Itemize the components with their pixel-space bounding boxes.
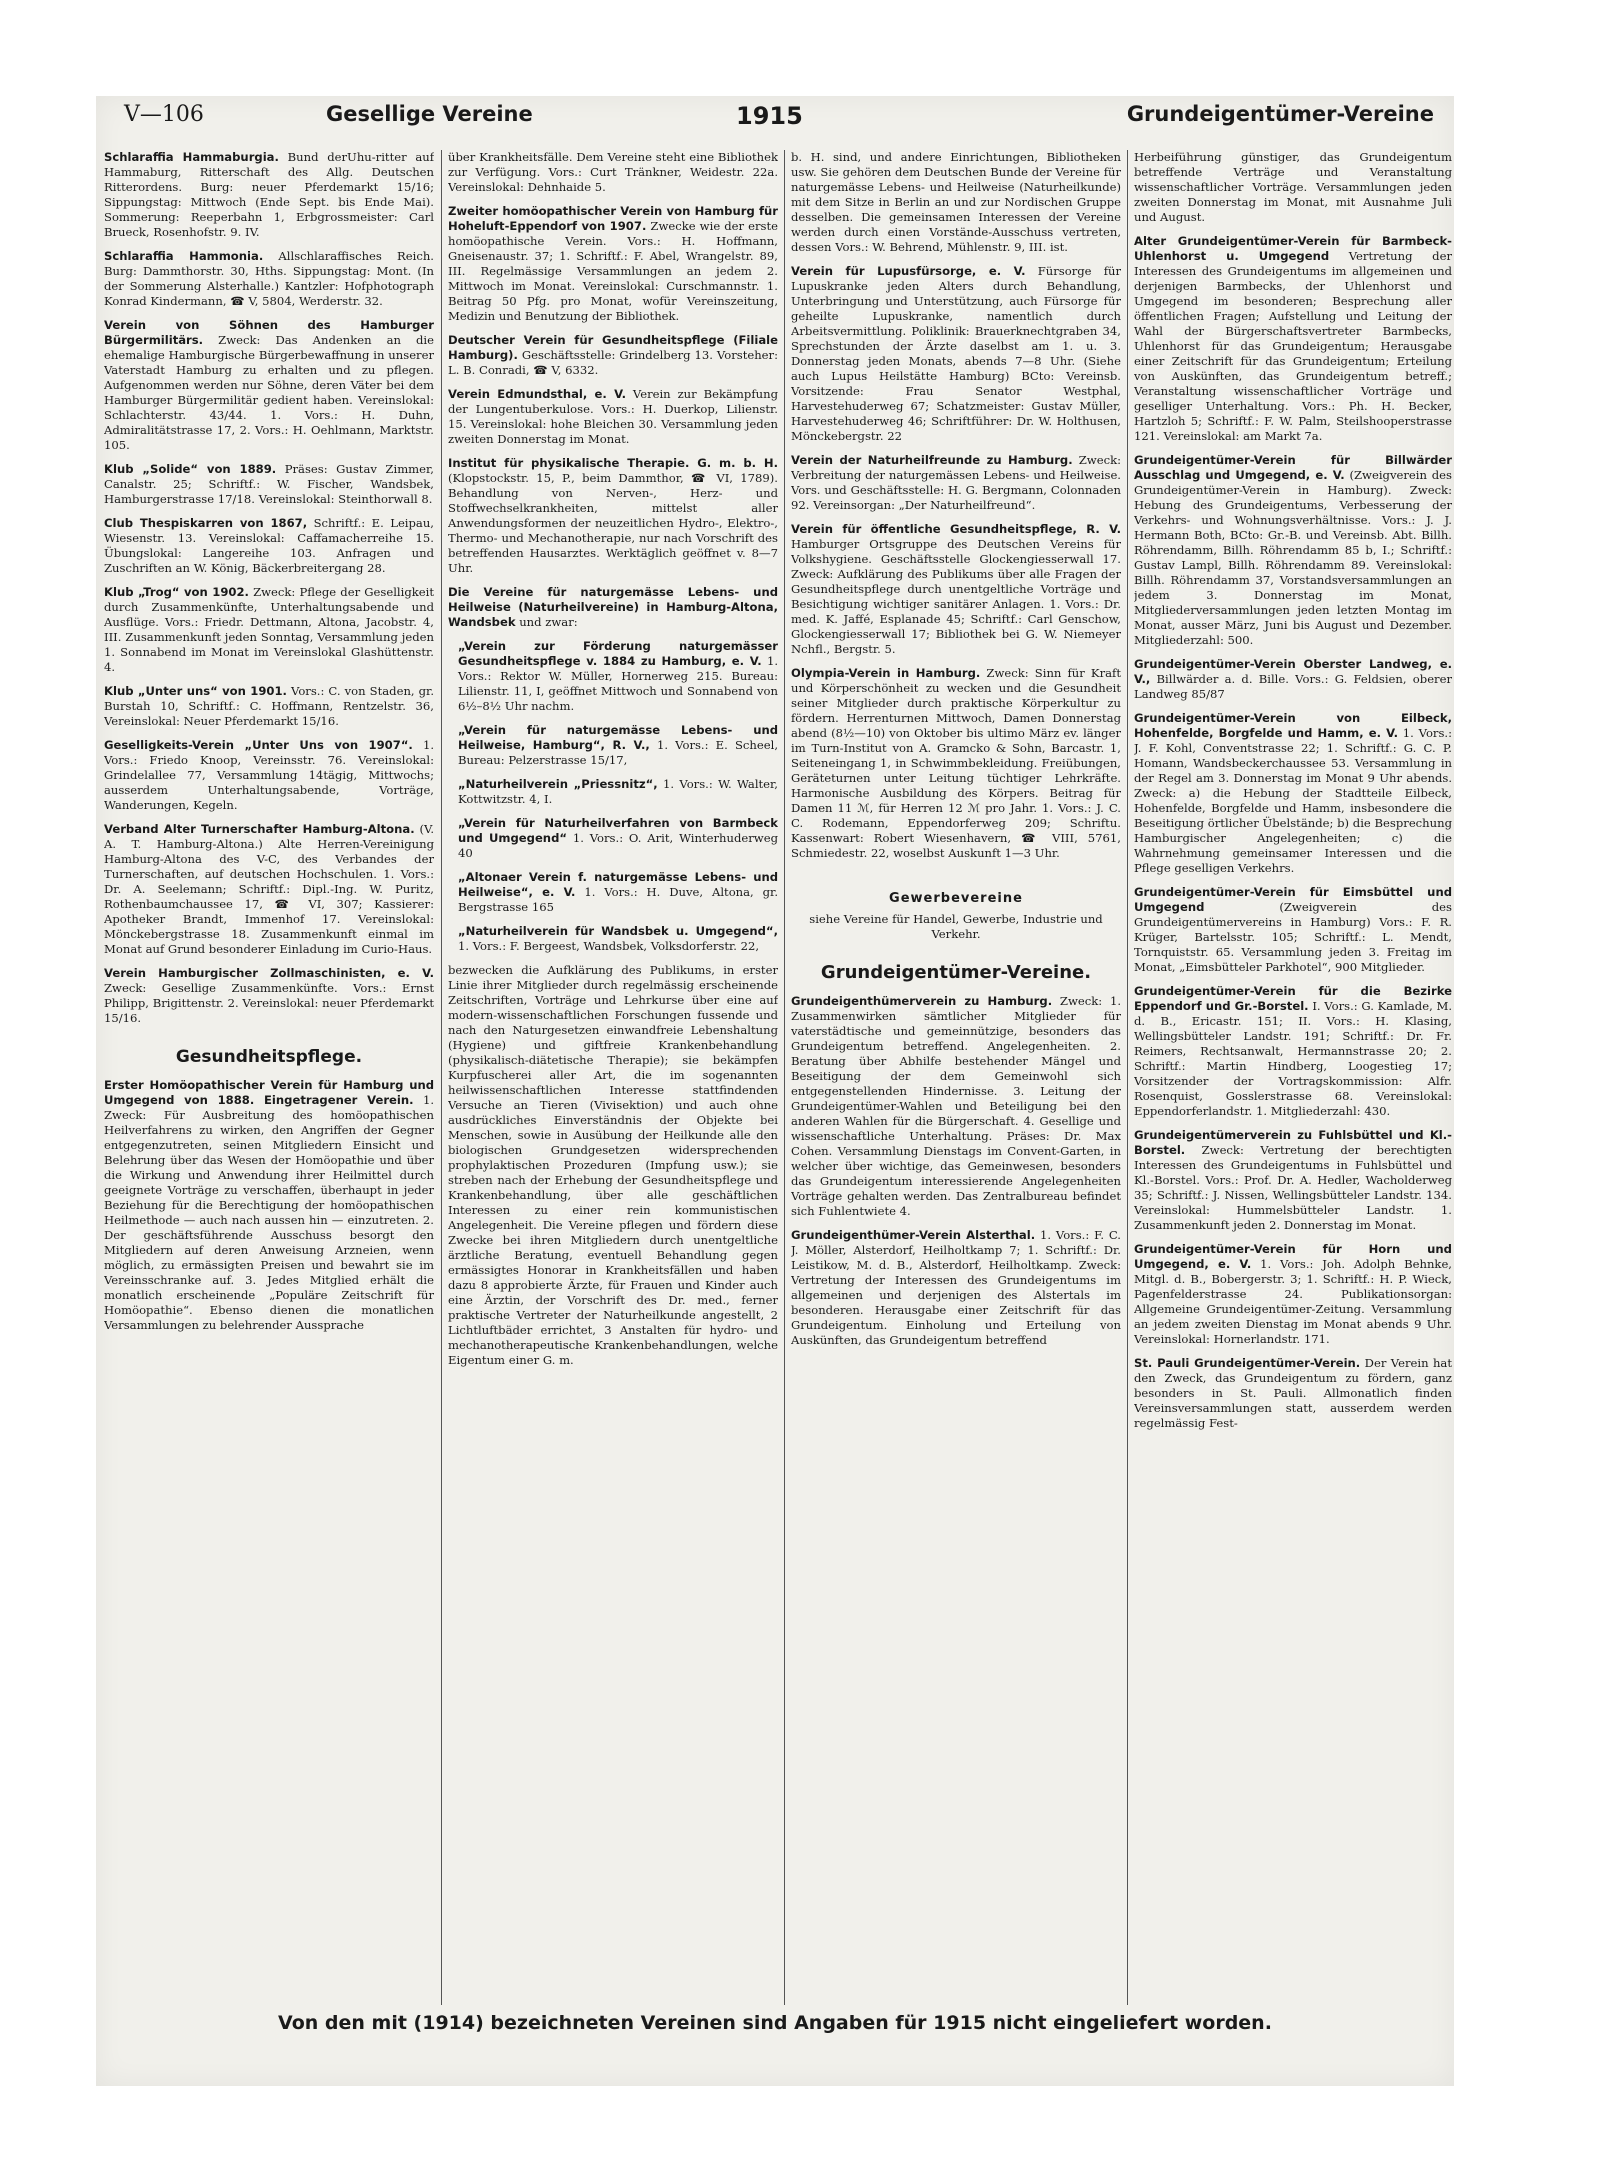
association-entry xyxy=(448,333,778,378)
association-entry xyxy=(791,522,1121,657)
entry-title: Die Vereine für naturgemässe Lebens- und Heilweise (Naturheilvereine) in Hamburg-Altona, Wandsbek xyxy=(448,585,778,629)
entry-title: „Verein für Naturheilverfahren von Barmbeck und Umgegend“ xyxy=(458,816,778,845)
association-entry xyxy=(448,585,778,630)
association-entry xyxy=(1134,711,1452,876)
association-entry xyxy=(791,994,1121,1219)
entry-title: Verband Alter Turnerschafter Hamburg-Altona. xyxy=(104,822,415,836)
section-heading: Gesundheitspflege. xyxy=(175,1047,363,1067)
section-title-right: Grundeigentümer-Vereine xyxy=(1126,102,1434,126)
entry-text: Verein zur Bekämpfung der Lungentuberkulose. Vors.: H. Duerkop, Lilienstr. 15. Vereinslokal: hohe Bleichen 30. Versammlung jeden zweiten Donnerstag im Monat. xyxy=(448,387,778,446)
association-entry xyxy=(1134,453,1452,648)
association-entry xyxy=(1134,234,1452,444)
association-entry xyxy=(1134,1128,1452,1233)
association-entry xyxy=(104,684,434,729)
entry-title: Grundeigentümer-Verein für Eimsbüttel und Umgegend xyxy=(1134,885,1452,914)
association-entry xyxy=(104,249,434,309)
entry-title: „Naturheilverein für Wandsbek u. Umgegend“, xyxy=(458,924,778,938)
entry-text: (Zweigverein des Grundeigentümervereins in Hamburg) Vors.: F. R. Krüger, Bartelsstr. 105; Schriftf.: L. Mendt, Tornquiststr. 65. Versammlung jeden 3. Freitag im Monat, „Eimsbütteler Parkhotel“, 900 Mitglieder. xyxy=(1134,900,1452,974)
entry-title: Olympia-Verein in Hamburg. xyxy=(791,666,981,680)
entry-text: 1. Vors.: O. Arit, Winterhuderweg 40 xyxy=(458,831,778,860)
entry-text: 1. Vors.: Rektor W. Müller, Hornerweg 215. Bureau: Lilienstr. 11, I, geöffnet Mittwoch und Sonnabend von 6½–8½ Uhr nachm. xyxy=(458,654,778,713)
entry-title: Verein von Söhnen des Hamburger Bürgermilitärs. xyxy=(104,318,434,347)
entry-text: Zweck: Das Andenken an die ehemalige Hamburgische Bürgerbewaffnung in unserer Vaterstadt Hamburg zu erhalten und zu pflegen. Aufgenommen werden nur Söhne, deren Väter bei dem Hamburger Bürgermilitär gedient haben. Vereinslokal: Schlachterstr. 43/44. 1. Vors.: H. Duhn, Admiralitätstrasse 17, 2. Vors.: H. Oehlmann, Marktstr. 105. xyxy=(104,333,434,452)
continued-text: Herbeiführung günstiger, das Grundeigentum betreffende Verträge und Veranstaltung wissenschaftlicher Vorträge. Versammlungen jeden zweiten Donnerstag im Monat, mit Ausnahme Juli und August. xyxy=(1134,150,1452,224)
column-3 xyxy=(791,150,1121,2005)
entry-title: Verein der Naturheilfreunde zu Hamburg. xyxy=(791,453,1073,467)
entry-text: Der Verein hat den Zweck, das Grundeigentum zu fördern, ganz besonders in St. Pauli. Allmonatlich finden Vereinsversammlungen statt, ausserdem werden regelmässig Fest- xyxy=(1134,1356,1452,1430)
entry-text: Hamburger Ortsgruppe des Deutschen Vereins für Volkshygiene. Geschäftsstelle Glockengiesserwall 17. Zweck: Aufklärung des Publikums über alle Fragen der Gesundheitspflege durch unentgeltliche Vorträge und Besichtigung wichtiger sanitärer Anlagen. 1. Vors.: Dr. med. K. Jaffé, Esplanade 45; Schriftf.: Carl Genschow, Glockengiesserwall 17; Bibliothek bei G. W. Niemeyer Nchfl., Bergstr. 5. xyxy=(791,537,1121,656)
association-entry xyxy=(791,1228,1121,1348)
association-entry xyxy=(104,1078,434,1333)
association-entry xyxy=(104,516,434,576)
sub-entry xyxy=(448,816,778,861)
entry-title: Klub „Trog“ von 1902. xyxy=(104,585,249,599)
directory-page xyxy=(96,96,1454,2086)
association-entry xyxy=(1134,885,1452,975)
entry-title: Grundeigentümer-Verein für Horn und Umgegend, e. V. xyxy=(1134,1242,1452,1271)
entry-text: (V. A. T. Hamburg-Altona.) Alte Herren-Vereinigung Hamburg-Altona des V-C, des Verbandes der Turnerschaften, auf deutschen Hochschulen. 1. Vors.: Dr. A. Seelemann; Schriftf.: Dipl.-Ing. W. Puritz, Rothenbaumchaussee 17, ☎ VI, 307; Kassierer: Apotheker Brandt, Immenhof 17. Vereinslokal: Mönckebergstrasse 18. Zusammenkunft einmal im Monat auf Grund besonderer Einladung im Curio-Haus. xyxy=(104,822,434,956)
association-entry xyxy=(104,462,434,507)
association-entry xyxy=(448,204,778,324)
year-label: 1915 xyxy=(736,102,803,130)
entry-title: „Verein zur Förderung naturgemässer Gesundheitspflege v. 1884 zu Hamburg, e. V. xyxy=(458,639,778,668)
entry-text: Zweck: Gesellige Zusammenkünfte. Vors.: Ernst Philipp, Brigittenstr. 2. Vereinslokal: neuer Pferdemarkt 15/16. xyxy=(104,981,434,1025)
entry-title: Grundeigentümer-Verein Oberster Landweg, e. V., xyxy=(1134,657,1452,686)
entry-text: I. Vors.: G. Kamlade, M. d. B., Ericastr. 151; II. Vors.: H. Klasing, Wellingsbütteler Landstr. 191; Schriftf.: Dr. Fr. Reimers, Rechtsanwalt, Hermannstrasse 20; 2. Schriftf.: Martin Hindberg, Loogestieg 17; Vorsitzender der Vortragskommission: Alfr. Rosenquist, Gosslerstrasse 68. Vereinslokal: Eppendorferlandstr. 1. Mitgliederzahl: 430. xyxy=(1134,999,1452,1118)
section-heading: Grundeigentümer-Vereine. xyxy=(820,962,1092,983)
association-entry xyxy=(448,387,778,447)
entry-title: Verein für Lupusfürsorge, e. V. xyxy=(791,264,1026,278)
entry-text: Präses: Gustav Zimmer, Canalstr. 25; Schriftf.: W. Fischer, Wandsbek, Hamburgerstrasse 17/18. Vereinslokal: Steinthorwall 8. xyxy=(104,462,434,506)
section-title-left: Gesellige Vereine xyxy=(326,102,533,126)
continued-text: über Krankheitsfälle. Dem Vereine steht eine Bibliothek zur Verfügung. Vors.: Curt Tränkner, Weidestr. 22a. Vereinslokal: Dehnhaide 5. xyxy=(448,150,778,194)
entry-text: Allschlaraffisches Reich. Burg: Dammthorstr. 30, Hths. Sippungstag: Mont. (In der Sommerung Alsterhalle.) Kantzler: Hofphotograph Konrad Kindermann, ☎ V, 5804, Werderstr. 32. xyxy=(104,249,434,308)
entry-title: Verein Edmundsthal, e. V. xyxy=(448,387,626,401)
entry-title: Zweiter homöopathischer Verein von Hamburg für Hoheluft-Eppendorf von 1907. xyxy=(448,204,778,233)
entry-title: Grundeigenthümer-Verein Alsterthal. xyxy=(791,1228,1036,1242)
association-entry xyxy=(104,318,434,453)
sub-entry xyxy=(448,723,778,768)
entry-title: Grundeigenthümerverein zu Hamburg. xyxy=(791,994,1053,1008)
sub-entry xyxy=(448,924,778,954)
entry-title: Grundeigentümer-Verein von Eilbeck, Hohenfelde, Borgfelde und Hamm, e. V. xyxy=(1134,711,1452,740)
association-entry xyxy=(791,264,1121,444)
entry-text: Vertretung der Interessen des Grundeigentums im allgemeinen und derjenigen Barmbecks, der Uhlenhorst und Umgegend im besonderen; Besprechung aller öffentlichen Fragen; Aufstellung und Leitung der Wahl der Bürgerschaftsvertreter Barmbecks, Uhlenhorst für das Grundeigentum; Herausgabe einer Zeitschrift für das Grundeigentum; Erteilung von Auskünften, das Grundeigentum betreff.; Veranstaltung wissenschaftlicher Vorträge und geselliger Unterhaltung. Vors.: Ph. H. Becker, Hartzloh 5; Schriftf.: F. W. Palm, Steilshooperstrasse 121. Vereinslokal: am Markt 7a. xyxy=(1134,249,1452,443)
entry-text: Billwärder a. d. Bille. Vors.: G. Feldsien, oberer Landweg 85/87 xyxy=(1134,672,1452,701)
entry-text: 1. Vors.: F. C. J. Möller, Alsterdorf, Heilholtkamp 7; 1. Schriftf.: Dr. Leistikow, M. d. B., Alsterdorf, Heilholtkamp. Zweck: Vertretung der Interessen des Grundeigentums im allgemeinen und derjenigen des Alstertals im besonderen. Herausgabe einer Zeitschrift für das Grundeigentum. Einholung und Erteilung von Auskünften, das Grundeigentum betreffend xyxy=(791,1228,1121,1347)
entry-text: und zwar: xyxy=(519,615,578,629)
entry-title: Geselligkeits-Verein „Unter Uns von 1907“. xyxy=(104,738,413,752)
entry-text: Bund derUhu-ritter auf Hammaburg, Ritterschaft des Allg. Deutschen Ritterordens. Burg: neuer Pferdemarkt 15/16; Sippungstag: Mittwoch (Ende Sept. bis Ende Mai). Sommerung: Reeperbahn 1, Erbgrossmeister: Carl Brueck, Rosenhofstr. 9. IV. xyxy=(104,150,434,239)
association-entry xyxy=(791,453,1121,513)
entry-text: 1. Zweck: Für Ausbreitung des homöopathischen Heilverfahrens zu wirken, den Angriffen der Gegner entgegenzutreten, seinen Mitgliedern Einsicht und Belehrung über das Wesen der Homöopathie und über die Wirkung und Anwendung ihrer Heilmittel durch geeignete Vorträge zu verschaffen, überhaupt in jeder Beziehung für die Berechtigung der homöopathischen Heilmethode — auch nach aussen hin — einzutreten. 2. Der geschäftsführende Ausschuss besorgt den Mitgliedern auf deren Anweisung Arzneien, wenn möglich, zu ermässigten Preisen und bewahrt sie im Vereinsschranke auf. 3. Jedes Mitglied erhält die monatlich erscheinende „Populäre Zeitschrift für Homöopathie“. Ebenso dienen die monatlichen Versammlungen zu belehrender Aussprache xyxy=(104,1093,434,1332)
entry-title: Institut für physikalische Therapie. G. m. b. H. xyxy=(448,456,778,470)
entry-title: Verein Hamburgischer Zollmaschinisten, e. V. xyxy=(104,966,434,980)
entry-title: Grundeigentümerverein zu Fuhlsbüttel und Kl.-Borstel. xyxy=(1134,1128,1452,1157)
entry-text: Zweck: Vertretung der berechtigten Interessen des Grundeigentums in Fuhlsbüttel und Kl.-Borstel. Vors.: Prof. Dr. A. Hedler, Wacholderweg 35; Schriftf.: J. Nissen, Wellingsbütteler Landstr. 134. Vereinslokal: Hummelsbütteler Landstr. 1. Zusammenkunft jeden 2. Donnerstag im Monat. xyxy=(1134,1143,1452,1232)
page-header xyxy=(96,96,1454,144)
association-entry xyxy=(1134,1242,1452,1347)
association-entry xyxy=(1134,657,1452,702)
continued-text: bezwecken die Aufklärung des Publikums, in erster Linie ihrer Mitglieder durch regelmässig erscheinende Zeitschriften, Vorträge und Lehrkurse über eine auf modern-wissenschaftlichen Forschungen fussende und nach den Naturgesetzen einwandfreie Lebenshaltung (Hygiene) und giftfreie Krankenbehandlung (physikalisch-diätetische Therapie); sie bekämpfen Kurpfuscherei aller Art, die im sogenannten heilwissenschaftlichen Interesse stattfindenden Versuche an Tieren (Vivisektion) und auch ohne ausdrückliches Einverständnis der Objekte bei Menschen, sowie in Ausübung der Heilkunde alle den biologischen Grundgesetzen widersprechenden prophylaktischen Prozeduren (Impfung usw.); sie streben nach der Erhebung der Gesundheitspflege und Krankenbehandlung, über alle geschäftlichen Interessen zu einer rein kommunistischen Angelegenheit. Die Vereine pflegen und fördern diese Zwecke bei ihren Mitgliedern durch unentgeltliche ärztliche Beratung, eventuell Behandlung gegen ermässigtes Honorar in Krankheitsfällen und haben dazu 8 approbierte Ärzte, für Frauen und Kinder auch eine Ärztin, der Vorschrift des Dr. med., ferner praktische Vertreter der Naturheilkunde angestellt, 2 Lichtluftbäder errichtet, 3 Anstalten für hydro- und mechanotherapeutische Krankenbehandlungen, welche Eigentum einer G. m. xyxy=(448,963,778,1367)
entry-text: Vors.: C. von Staden, gr. Burstah 10, Schriftf.: C. Hoffmann, Rentzelstr. 36, Vereinslokal: Neuer Pferdemarkt 15/16. xyxy=(104,684,434,728)
entry-title: Erster Homöopathischer Verein für Hamburg und Umgegend von 1888. Eingetragener Verein. xyxy=(104,1078,434,1107)
page-footer-note: Von den mit (1914) bezeichneten Vereinen sind Angaben für 1915 nicht eingeliefert worden. xyxy=(278,2012,1272,2034)
column-divider xyxy=(784,150,785,2005)
entry-text: Fürsorge für Lupuskranke jeden Alters durch Behandlung, Unterbringung und Unterstützung, auch Fürsorge für geheilte Lupuskranke, namentlich durch Arbeitsvermittlung. Poliklinik: Brauerknechtgraben 34, Sprechstunden der Ärzte daselbst am 1. u. 3. Donnerstag jeden Monats, abends 7—8 Uhr. (Siehe auch Lupus Heilstätte Hamburg) BCto: Vereinsb. Vorsitzende: Frau Senator Westphal, Harvestehuderweg 67; Schatzmeister: Gustav Müller, Harvestehuderweg 46; Schriftführer: Dr. W. Holthusen, Mönckebergstr. 22 xyxy=(791,264,1121,443)
entry-title: Alter Grundeigentümer-Verein für Barmbeck-Uhlenhorst u. Umgegend xyxy=(1134,234,1452,263)
entry-title: Klub „Unter uns“ von 1901. xyxy=(104,684,287,698)
association-entry xyxy=(104,822,434,957)
entry-title: Klub „Solide“ von 1889. xyxy=(104,462,277,476)
entry-text: Schriftf.: E. Leipau, Wiesenstr. 13. Vereinslokal: Caffamacherreihe 15. Übungslokal: Langereihe 103. Anfragen und Zuschriften an W. König, Bäckerbreitergang 28. xyxy=(104,516,434,575)
cross-reference: siehe Vereine für Handel, Gewerbe, Industrie und Verkehr. xyxy=(809,912,1103,941)
sub-entry xyxy=(448,870,778,915)
column-divider xyxy=(441,150,442,2005)
entry-title: Deutscher Verein für Gesundheitspflege (Filiale Hamburg). xyxy=(448,333,778,362)
entry-title: „Altonaer Verein f. naturgemässe Lebens- und Heilweise“, e. V. xyxy=(458,870,778,899)
entry-text: 1. Vors.: Friedo Knoop, Vereinsstr. 76. Vereinslokal: Grindelallee 77, Versammlung 14tägig, Mittwochs; ausserdem Unterhaltungsabende, Vorträge, Wanderungen, Kegeln. xyxy=(104,738,434,812)
entry-text: Zweck: Pflege der Geselligkeit durch Zusammenkünfte, Unterhaltungsabende und Ausflüge. Vors.: Friedr. Dettmann, Altona, Jacobstr. 4, III. Zusammenkunft jeden Sonntag, Versammlung jeden 1. Sonnabend im Monat im Vereinslokal Glashüttenstr. 4. xyxy=(104,585,434,674)
entry-text: Geschäftsstelle: Grindelberg 13. Vorsteher: L. B. Conradi, ☎ V, 6332. xyxy=(448,348,778,377)
entry-text: 1. Vors.: F. Bergeest, Wandsbek, Volksdorferstr. 22, xyxy=(458,939,760,953)
association-entry xyxy=(791,666,1121,861)
continued-text: b. H. sind, und andere Einrichtungen, Bibliotheken usw. Sie gehören dem Deutschen Bunde der Vereine für naturgemässe Lebens- und Heilweise (Naturheilkunde) mit dem Sitze in Berlin an und zur Nordischen Gruppe desselben. Die gemeinsamen Interessen der Vereine werden durch einen Vorstände-Ausschuss vertreten, dessen Vors.: W. Behrend, Mühlenstr. 9, III. ist. xyxy=(791,150,1121,254)
association-entry xyxy=(1134,984,1452,1119)
association-entry xyxy=(104,585,434,675)
entry-text: 1. Vors.: W. Walter, Kottwitzstr. 4, I. xyxy=(458,777,778,806)
entry-text: (Klopstockstr. 15, P., beim Dammthor, ☎ VI, 1789). Behandlung von Nerven-, Herz- und Stoffwechselkrankheiten, mittelst aller Anwendungsformen der neuzeitlichen Hydro-, Elektro-, Thermo- und Mechanotherapie, nur nach Vorschrift des betreffenden Hausarztes. Werktäglich geöffnet v. 8—7 Uhr. xyxy=(448,471,778,575)
entry-title: Grundeigentümer-Verein für die Bezirke Eppendorf und Gr.-Borstel. xyxy=(1134,984,1452,1013)
sub-entry xyxy=(448,777,778,807)
sub-entry xyxy=(448,639,778,714)
entry-text: Zweck: Verbreitung der naturgemässen Lebens- und Heilweise. Vors. und Geschäftsstelle: H. G. Bergmann, Colonnaden 92. Vereinsorgan: „Der Naturheilfreund“. xyxy=(791,453,1121,512)
entry-text: Zwecke wie der erste homöopathische Verein. Vors.: H. Hoffmann, Gneisenaustr. 37; 1. Schriftf.: F. Abel, Wrangelstr. 89, III. Regelmässige Versammlungen an jedem 2. Mittwoch im Monat. Vereinslokal: Curschmannstr. 1. Beitrag 50 Pfg. pro Monat, wofür Vereinszeitung, Medizin und Benutzung der Bibliothek. xyxy=(448,219,778,323)
entry-text: (Zweigverein des Grundeigentümer-Verein in Hamburg). Zweck: Hebung des Grundeigentums, Verbesserung der Verkehrs- und Wohnungsverhältnisse. Vors.: J. J. Hermann Both, BCto: Gr.-B. und Vereinsb. Abt. Billh. Röhrendamm, Billh. Röhrendamm 85 b, I.; Schriftf.: Gustav Lampl, Billh. Röhrendamm 89. Vereinslokal: Billh. Röhrendamm 37, Vorstandsversammlungen an jedem 3. Donnerstag im Monat, Mitgliederversammlungen jeden letzten Montag im Monat, ausser März, Juni bis August und Dezember. Mitgliederzahl: 500. xyxy=(1134,468,1452,647)
page-number: V—106 xyxy=(124,102,204,127)
column-1 xyxy=(104,150,434,2005)
column-divider xyxy=(1127,150,1128,2005)
entry-text: 1. Vors.: H. Duve, Altona, gr. Bergstrasse 165 xyxy=(458,885,778,914)
entry-text: 1. Vors.: E. Scheel, Bureau: Pelzerstrasse 15/17, xyxy=(458,738,778,767)
association-entry xyxy=(1134,1356,1452,1431)
entry-title: Schlaraffia Hammonia. xyxy=(104,249,264,263)
association-entry xyxy=(104,966,434,1026)
entry-title: St. Pauli Grundeigentümer-Verein. xyxy=(1134,1356,1361,1370)
entry-title: Grundeigentümer-Verein für Billwärder Ausschlag und Umgegend, e. V. xyxy=(1134,453,1452,482)
entry-text: Zweck: 1. Zusammenwirken sämtlicher Mitglieder für vaterstädtische und gemeinnützige, besonders das Grundeigentum betreffend. Angelegenheiten. 2. Beratung über Abhilfe bestehender Mängel und Beseitigung der dem Gemeinwohl sich entgegenstellenden Hindernisse. 3. Leitung der Grundeigentümer-Wahlen und Beteiligung bei den anderen Wahlen für die Bürgerschaft. 4. Gesellige und wissenschaftliche Unterhaltung. Präses: Dr. Max Cohen. Versammlung Dienstags im Convent-Garten, in welcher über wichtige, das Gemeinwesen, besonders das Grundeigentum interessierende Angelegenheiten Vorträge gehalten werden. Das Zentralbureau befindet sich Fuhlentwiete 4. xyxy=(791,994,1121,1218)
section-heading: Gewerbevereine xyxy=(889,891,1023,906)
entry-title: „Verein für naturgemässe Lebens- und Heilweise, Hamburg“, R. V., xyxy=(458,723,778,752)
column-4 xyxy=(1134,150,1452,2005)
association-entry xyxy=(448,456,778,576)
entry-title: Club Thespiskarren von 1867, xyxy=(104,516,308,530)
entry-text: Zweck: Sinn für Kraft und Körperschönheit zu wecken und die Gesundheit seiner Mitglieder durch praktische Körperkultur zu fördern. Herrenturnen Mittwoch, Damen Donnerstag abend (8½—10) von Oktober bis ultimo März ev. länger im Turn-Institut von A. Gramcko & Sohn, Barcastr. 1, Seiteneingang 1, in Schwimmbekleidung. Freiübungen, Geräteturnen unter Leitung tüchtiger Lehrkräfte. Harmonische Ausbildung des Körpers. Beitrag für Damen 11 ℳ, für Herren 12 ℳ pro Jahr. 1. Vors.: J. C. C. Rodemann, Eppendorferweg 209; Schriftu. Kassenwart: Robert Wiesenhavern, ☎ VIII, 5761, Schmiedestr. 22, woselbst Auskunft 1—3 Uhr. xyxy=(791,666,1121,860)
entry-text: 1. Vors.: Joh. Adolph Behnke, Mitgl. d. B., Bobergerstr. 3; 1. Schriftf.: H. P. Wieck, Pagenfelderstrasse 24. Publikationsorgan: Allgemeine Grundeigentümer-Zeitung. Versammlung an jedem zweiten Dienstag im Monat abends 9 Uhr. Vereinslokal: Hornerlandstr. 171. xyxy=(1134,1257,1452,1346)
entry-title: Schlaraffia Hammaburgia. xyxy=(104,150,279,164)
association-entry xyxy=(104,150,434,240)
entry-text: 1. Vors.: J. F. Kohl, Conventstrasse 22; 1. Schriftf.: G. C. P. Homann, Wandsbeckerchaussee 53. Versammlung in der Regel am 3. Donnerstag im Monat 9 Uhr abends. Zweck: a) die Hebung der Stadtteile Eilbeck, Hohenfelde, Borgfelde und Hamm, insbesondere die Beseitigung örtlicher Übelstände; b) die Besprechung Hamburgischer Angelegenheiten; c) die Wahrnehmung gemeinsamer Interessen und die Pflege geselligen Verkehrs. xyxy=(1134,726,1452,875)
entry-title: „Naturheilverein „Priessnitz“, xyxy=(458,777,658,791)
entry-title: Verein für öffentliche Gesundheitspflege, R. V. xyxy=(791,522,1121,536)
association-entry xyxy=(104,738,434,813)
column-2 xyxy=(448,150,778,2005)
